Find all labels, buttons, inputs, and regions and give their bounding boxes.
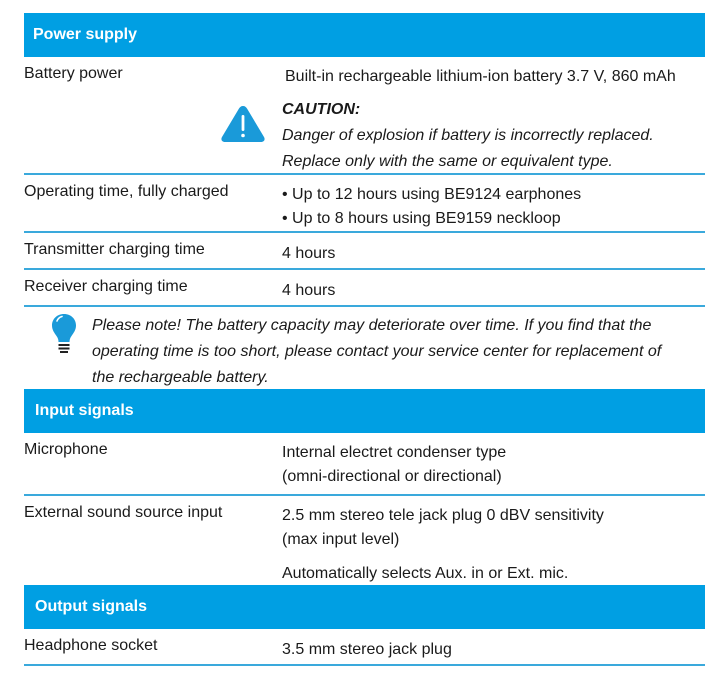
spec-value <box>282 183 581 231</box>
section-header-power-supply: Power supply <box>24 13 705 57</box>
spec-row-operating-time <box>24 175 705 233</box>
note-line: Please note! The battery capacity may deteriorate over time. If you find that the <box>92 317 652 334</box>
spec-label: Battery power <box>24 65 123 82</box>
caution-notice <box>282 97 654 175</box>
spec-label: Operating time, fully charged <box>24 183 229 200</box>
bullet-item: • Up to 8 hours using BE9159 neckloop <box>282 210 561 227</box>
spec-value: 4 hours <box>282 282 336 299</box>
spec-row-battery-power <box>24 57 705 175</box>
caution-title: CAUTION: <box>282 101 361 118</box>
value-line: 2.5 mm stereo tele jack plug 0 dBV sensitivity <box>282 507 604 524</box>
spec-row-receiver-charging <box>24 270 705 307</box>
caution-text: Replace only with the same or equivalent type. <box>282 153 613 170</box>
section-header-output-signals: Output signals <box>24 585 705 629</box>
value-line: Automatically selects Aux. in or Ext. mic. <box>282 565 569 582</box>
section-header-input-signals: Input signals <box>24 389 705 433</box>
spec-value <box>282 504 604 586</box>
lightbulb-icon <box>51 313 77 355</box>
battery-note <box>24 307 705 389</box>
spec-row-external-input <box>24 496 705 585</box>
spec-label: External sound source input <box>24 504 223 521</box>
value-line: Internal electret condenser type <box>282 444 507 461</box>
spec-value: 4 hours <box>282 245 336 262</box>
spec-row-microphone <box>24 433 705 496</box>
note-line: the rechargeable battery. <box>92 369 269 386</box>
spec-row-headphone-socket <box>24 629 705 666</box>
spec-label: Headphone socket <box>24 637 158 654</box>
spec-value: Built-in rechargeable lithium-ion battery 3.7 V, 860 mAh <box>285 68 676 85</box>
spec-row-transmitter-charging <box>24 233 705 270</box>
spec-label: Receiver charging time <box>24 278 188 295</box>
value-line: (omni-directional or directional) <box>282 468 502 485</box>
warning-triangle-icon <box>220 104 266 144</box>
note-text <box>92 313 661 391</box>
caution-text: Danger of explosion if battery is incorrectly replaced. <box>282 127 654 144</box>
spec-value: 3.5 mm stereo jack plug <box>282 641 452 658</box>
note-line: operating time is too short, please contact your service center for replacement of <box>92 343 662 360</box>
bullet-item: • Up to 12 hours using BE9124 earphones <box>282 186 582 203</box>
spec-value <box>282 441 506 489</box>
spec-label: Transmitter charging time <box>24 241 205 258</box>
spec-sheet <box>24 13 705 666</box>
value-line: (max input level) <box>282 531 400 548</box>
spec-label: Microphone <box>24 441 108 458</box>
